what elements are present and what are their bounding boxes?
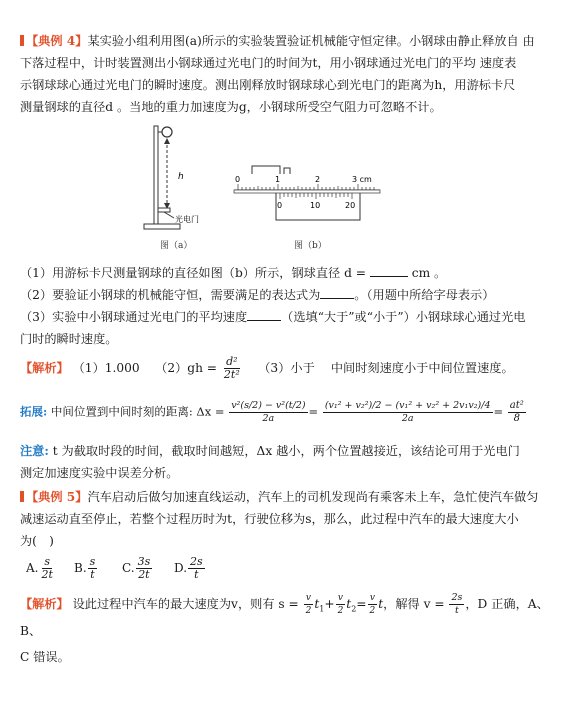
question-3: （3）实验中小钢球通过光电门的平均速度 （选填“大于”或“小于”）小钢球球心通过光电 [20,310,526,324]
answer-blank-3 [247,320,281,321]
figure-a-apparatus [140,118,220,238]
question-1: （1）用游标卡尺测量钢球的直径如图（b）所示，钢球直径 d = cm 。 [20,266,447,280]
answer-5-tag: 【解析】 [20,597,69,611]
answer-blank-1 [370,276,408,277]
vernier-scale-20: 20 [345,201,356,210]
example-4-line-3: 示钢球球心通过光电门的瞬时速度。测出刚释放时钢球球心到光电门的距离为h，用游标卡尺 [20,78,516,92]
answer-4-tag: 【解析】 [20,361,69,375]
answer-4-fraction: $\frac{\text{d²}}{\text{2t²}}$ [223,355,240,381]
extension-fraction-3: $\frac{\text{at²}}{8}$ [509,400,524,424]
h-label: h [178,172,184,182]
answer-5: 【解析】 设此过程中汽车的最大速度为v，则有 s = $\frac{v}{2}$ $t_1+$ $\frac{v}{2}$ $t_2=$ $\frac{v}{2}$ t，解得 v = $\frac{2s}{t}$ ，D 正确，A、B、 C 错误。 [20,592,549,665]
vernier-scale-0: 0 [277,201,283,210]
example-4-tag: 【典例 4】 [26,34,88,48]
extension-fraction-2: $\frac{\text{(v₁² + v₂²)/2 − (v₁² + v₂² + 2v₁v₂)/4}}{2a}$ [324,400,491,424]
option-a: A. $\frac{s}{2t}$ [26,555,53,581]
example-4-paragraph [20,30,568,118]
figure-b-caption: 图（b） [294,241,327,251]
note: 注意: t 为截取时段的时间，截取时间越短，Δx 越小，两个位置越接近，该结论可用于光电门 测定加速度实验中误差分析。 [20,444,520,480]
answer-blank-2 [320,298,354,299]
example-4-line-2: 下落过程中，计时装置测出小钢球通过光电门的时间为t，用小钢球通过光电门的平均 速度表 [20,56,517,70]
option-b: B. $\frac{s}{t}$ [74,555,96,581]
option-c: C. $\frac{3s}{2t}$ [122,555,151,581]
question-3-line-2: 门时的瞬时速度。 [20,332,118,346]
answer-4: 【解析】 （1）1.000 （2）gh = $\frac{\text{d²}}{\text{2t²}}$ （3）小于 中间时刻速度小于中间位置速度。 [20,355,514,381]
question-2: （2）要验证小钢球的机械能守恒，需要满足的表达式为 。（用题中所给字母表示） [20,288,495,302]
option-d: D. $\frac{2s}{t}$ [174,555,203,581]
gate-label: 光电门 [175,215,199,224]
extension: 拓展: 中间位置到中间时刻的距离: Δx = $\frac{\text{v²(s/2) − v²(t/2)}}{2a}$ = $\frac{\text{(v₁² + v₂²)/2 − (v₁² + v₂² + 2v₁v₂)/4}}{2a}$ = $\frac{\text{at²}}{8}$ [20,400,524,424]
main-scale-0: 0 [235,175,241,184]
example-5-tag: 【典例 5】 [26,490,88,504]
note-tag: 注意: [20,444,49,458]
example-4-line-4: 测量钢球的直径d 。当地的重力加速度为g，小钢球所受空气阻力可忽略不计。 [20,100,442,114]
vernier-scale-10: 10 [310,201,321,210]
example-5-paragraph: 【典例 5】汽车启动后做匀加速直线运动，汽车上的司机发现尚有乘客未上车，急忙使汽车做匀 减速运动直至停止，若整个过程历时为t，行驶位移为s，那么，此过程中汽车的最大速度大小 为( ) [20,490,539,548]
extension-fraction-1: $\frac{\text{v²(s/2) − v²(t/2)}}{2a}$ [231,400,306,424]
extension-tag: 拓展: [20,404,48,419]
example-4-line-1: 【典例 4】某实验小组利用图(a)所示的实验装置验证机械能守恒定律。小钢球由静止释放自 由 [20,30,568,52]
main-scale-2: 2 [315,175,321,184]
marker-bar [20,35,24,46]
questions-block [20,262,568,350]
main-scale-1: 1 [275,175,281,184]
main-scale-3: 3 cm [352,175,372,184]
figure-a-caption: 图（a） [160,241,193,251]
figure-b-caliper [232,160,382,232]
